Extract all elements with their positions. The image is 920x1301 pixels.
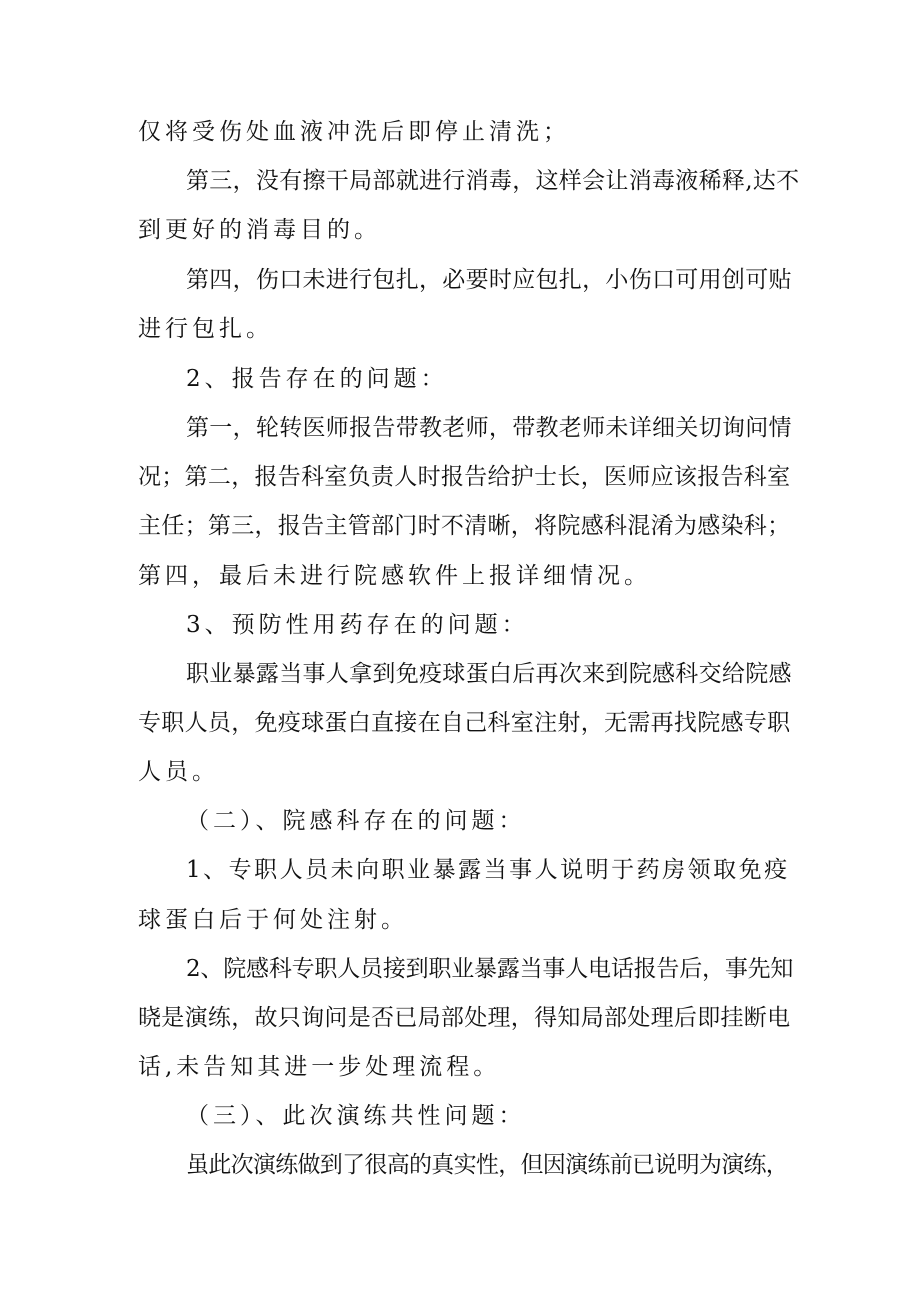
text-line: 主任；第三，报告主管部门时不清晰，将院感科混淆为感染科； [138, 513, 791, 539]
text-line: 职业暴露当事人拿到免疫球蛋白后再次来到院感科交给院感 [186, 661, 792, 687]
text-line: 第三，没有擦干局部就进行消毒，这样会让消毒液稀释,达不 [186, 168, 800, 194]
section-heading: （二）、院感科存在的问题： [186, 808, 526, 834]
text-line: 2、院感科专职人员接到职业暴露当事人电话报告后，事先知 [186, 956, 794, 982]
text-line: 进行包扎。 [138, 316, 273, 342]
text-line: 第一，轮转医师报告带教老师，带教老师未详细关切询问情 [186, 415, 792, 441]
section-heading: （三）、此次演练共性问题： [186, 1103, 526, 1129]
text-line: 1、专职人员未向职业暴露当事人说明于药房领取免疫 [186, 857, 790, 883]
section-heading: 2、报告存在的问题： [186, 366, 448, 392]
text-line: 第四，伤口未进行包扎，必要时应包扎，小伤口可用创可贴 [186, 267, 792, 293]
text-line: 第四，最后未进行院感软件上报详细情况。 [138, 563, 651, 589]
text-line: 人员。 [138, 759, 219, 785]
text-line: 仅将受伤处血液冲洗后即停止清洗； [138, 119, 570, 145]
text-line: 晓是演练，故只询问是否已局部处理，得知局部处理后即挂断电 [138, 1005, 791, 1031]
section-heading: 3、预防性用药存在的问题： [186, 612, 529, 638]
text-line: 况；第二，报告科室负责人时报告给护士长，医师应该报告科室 [138, 464, 791, 490]
text-line: 球蛋白后于何处注射。 [138, 907, 408, 933]
text-line: 到更好的消毒目的。 [138, 217, 381, 243]
text-line: 虽此次演练做到了很高的真实性，但因演练前已说明为演练， [186, 1152, 789, 1178]
text-line: 话,未告知其进一步处理流程。 [138, 1054, 501, 1080]
text-line: 专职人员，免疫球蛋白直接在自己科室注射，无需再找院感专职 [138, 710, 791, 736]
